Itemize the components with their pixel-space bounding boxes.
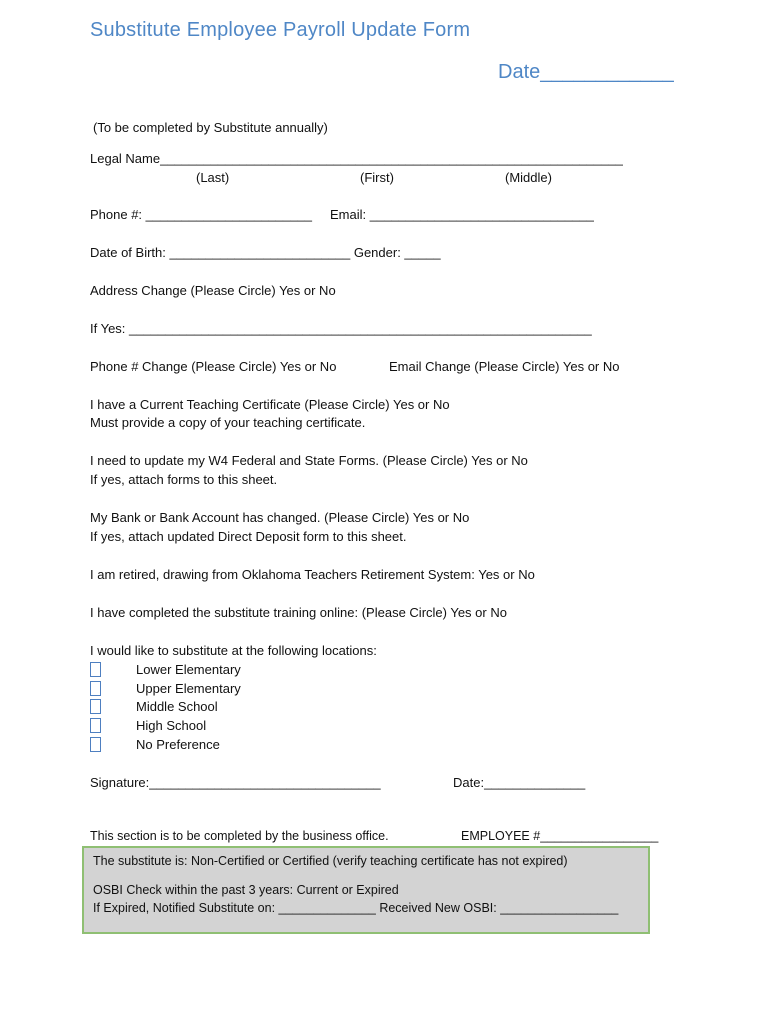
location-label: No Preference xyxy=(136,737,220,752)
signature-date-field[interactable]: Date:______________ xyxy=(453,775,586,790)
teaching-cert-note: Must provide a copy of your teaching certificate. xyxy=(90,415,366,430)
header-date-field[interactable]: Date____________ xyxy=(498,61,674,83)
address-change-question[interactable]: Address Change (Please Circle) Yes or No xyxy=(90,283,336,298)
osbi-check-line: OSBI Check within the past 3 years: Current or Expired xyxy=(93,883,399,897)
locations-heading: I would like to substitute at the following locations: xyxy=(90,643,377,658)
w4-note: If yes, attach forms to this sheet. xyxy=(90,472,278,487)
employee-number-field[interactable]: EMPLOYEE #_________________ xyxy=(461,829,659,843)
osbi-expired-line[interactable]: If Expired, Notified Substitute on: ______________ Received New OSBI: _________________ xyxy=(93,901,619,915)
signature-field[interactable]: Signature:________________________________ xyxy=(90,775,381,790)
email-field[interactable]: Email: _______________________________ xyxy=(330,207,594,222)
checkbox-upper-elementary[interactable] xyxy=(90,681,101,696)
certification-status-line: The substitute is: Non-Certified or Certified (verify teaching certificate has not expired) xyxy=(93,854,568,868)
location-label: Upper Elementary xyxy=(136,681,241,696)
instructions-text: (To be completed by Substitute annually) xyxy=(93,120,328,135)
location-label: High School xyxy=(136,718,207,733)
if-yes-address-field[interactable]: If Yes: ________________________________________________________________ xyxy=(90,321,592,336)
checkbox-lower-elementary[interactable] xyxy=(90,662,101,677)
phone-field[interactable]: Phone #: _______________________ xyxy=(90,207,312,222)
bank-question[interactable]: My Bank or Bank Account has changed. (Please Circle) Yes or No xyxy=(90,510,470,525)
email-change-question[interactable]: Email Change (Please Circle) Yes or No xyxy=(389,359,620,374)
business-office-section xyxy=(82,846,650,934)
name-last-label: (Last) xyxy=(196,170,230,185)
name-middle-label: (Middle) xyxy=(505,170,552,185)
location-label: Lower Elementary xyxy=(136,662,241,677)
name-first-label: (First) xyxy=(360,170,394,185)
checkbox-no-preference[interactable] xyxy=(90,737,101,752)
legal-name-field[interactable]: Legal Name________________________________________________________________ xyxy=(90,151,623,166)
training-question[interactable]: I have completed the substitute training online: (Please Circle) Yes or No xyxy=(90,605,507,620)
teaching-cert-question[interactable]: I have a Current Teaching Certificate (Please Circle) Yes or No xyxy=(90,397,450,412)
w4-question[interactable]: I need to update my W4 Federal and State Forms. (Please Circle) Yes or No xyxy=(90,453,528,468)
checkbox-high-school[interactable] xyxy=(90,718,101,733)
dob-gender-field[interactable]: Date of Birth: _________________________ Gender: _____ xyxy=(90,245,441,260)
bank-note: If yes, attach updated Direct Deposit form to this sheet. xyxy=(90,529,407,544)
form-title: Substitute Employee Payroll Update Form xyxy=(90,19,471,41)
location-label: Middle School xyxy=(136,699,218,714)
phone-change-question[interactable]: Phone # Change (Please Circle) Yes or No xyxy=(90,359,337,374)
checkbox-middle-school[interactable] xyxy=(90,699,101,714)
business-office-note: This section is to be completed by the business office. xyxy=(90,829,389,843)
retired-question[interactable]: I am retired, drawing from Oklahoma Teachers Retirement System: Yes or No xyxy=(90,567,535,582)
